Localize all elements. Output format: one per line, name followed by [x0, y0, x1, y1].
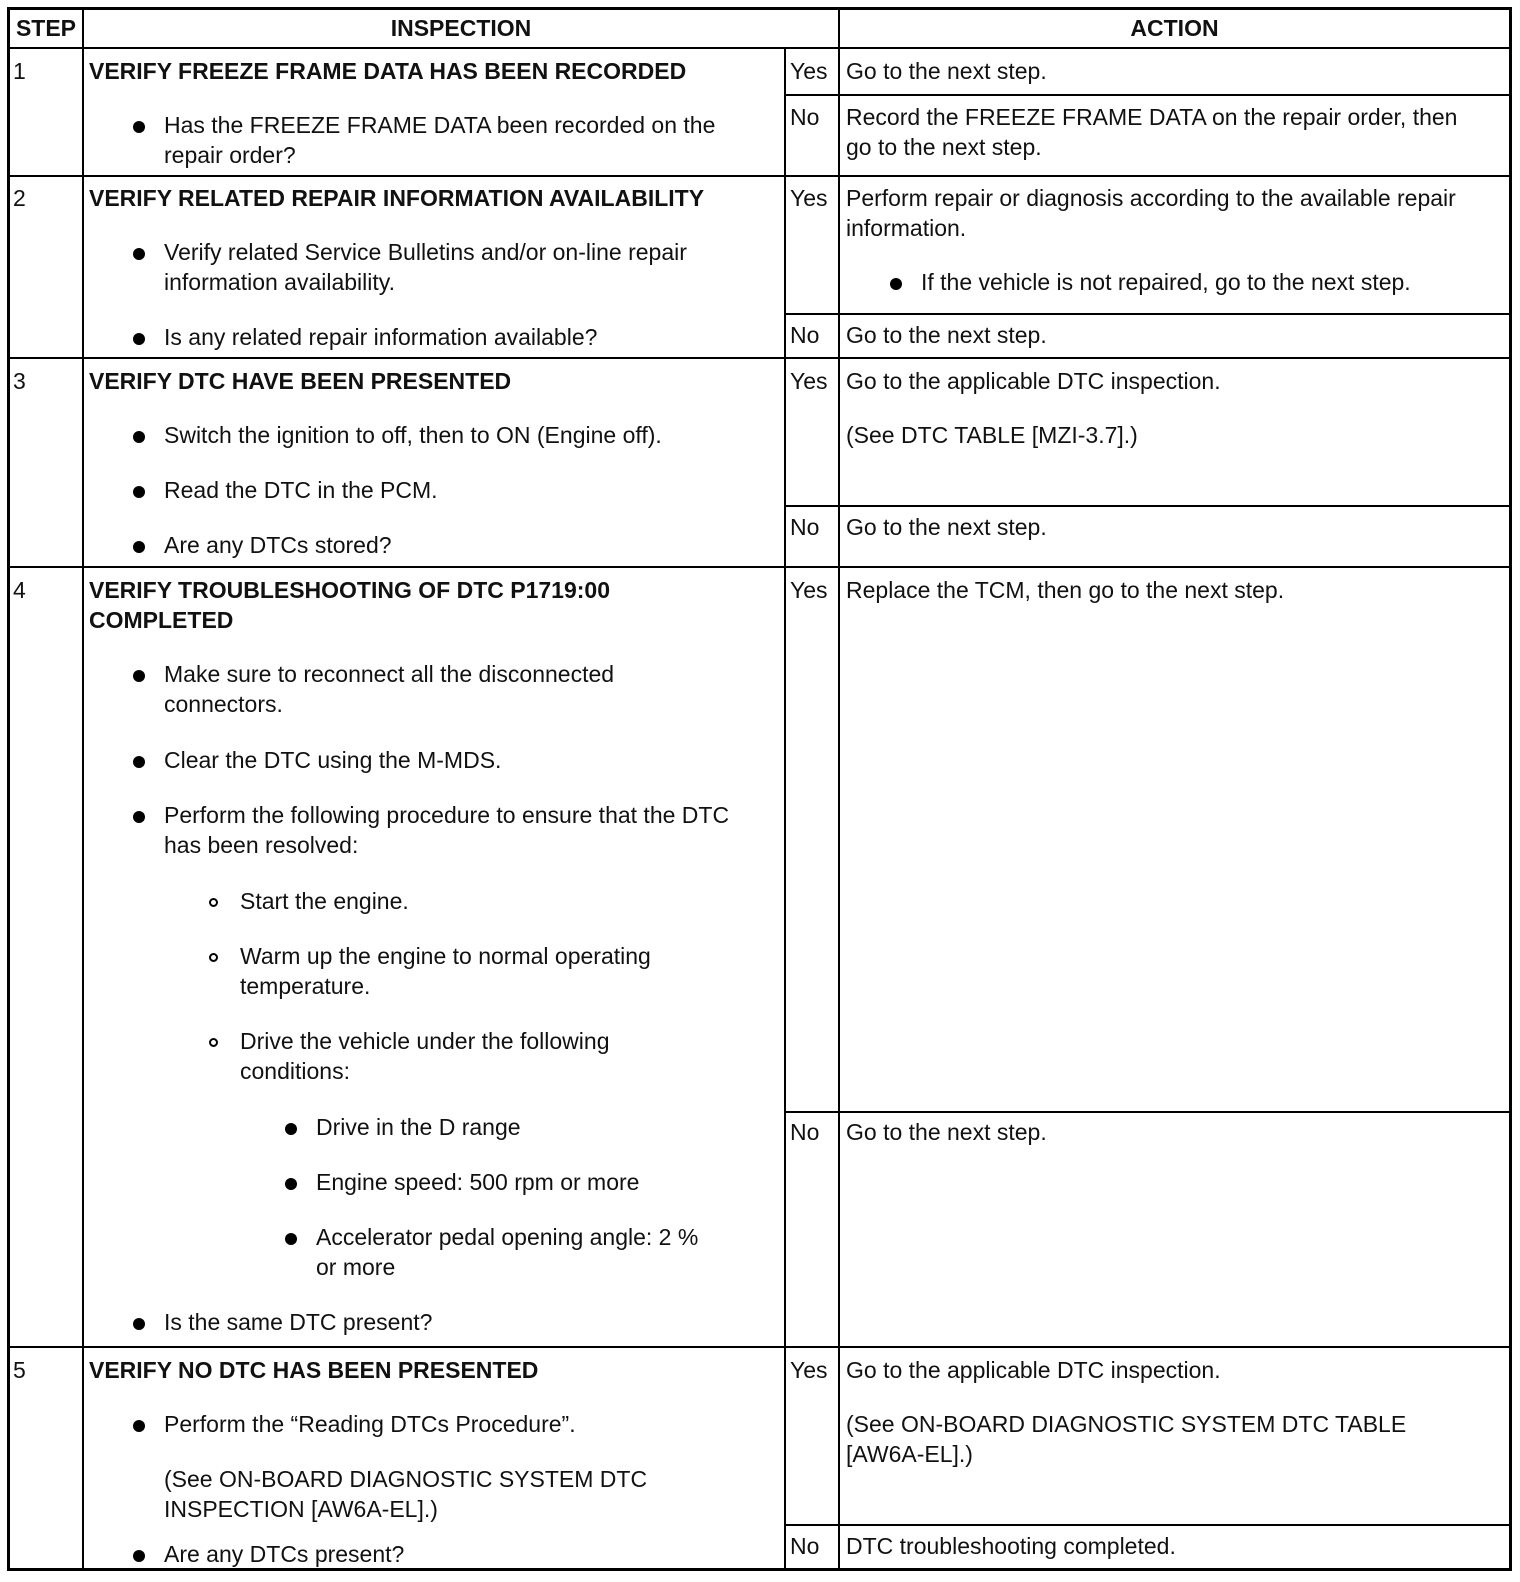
bullet-icon	[133, 1318, 145, 1330]
inspection-bullet: Is the same DTC present?	[164, 1309, 433, 1335]
inspection-bullet: Perform the following procedure to ensure that the DTC has been resolved:	[164, 802, 730, 858]
yes-action-note: (See DTC TABLE [MZI-3.7].)	[846, 422, 1138, 448]
col-separator-action	[838, 7, 840, 1571]
bullet-icon	[133, 248, 145, 260]
table-border-right	[1509, 7, 1512, 1571]
yes-label: Yes	[790, 577, 828, 603]
no-label: No	[790, 514, 820, 540]
no-label: No	[790, 1533, 820, 1559]
inspection-note: (See ON-BOARD DIAGNOSTIC SYSTEM DTC INSPECTION [AW6A-EL].)	[164, 1466, 648, 1522]
bullet-icon	[890, 278, 902, 290]
no-label: No	[790, 1119, 820, 1145]
yesno-separator-2	[784, 313, 1512, 315]
step-title: VERIFY FREEZE FRAME DATA HAS BEEN RECORDED	[89, 58, 687, 84]
sub-bullet-icon	[209, 1038, 218, 1047]
inspection-bullet: Switch the ignition to off, then to ON (Engine off).	[164, 422, 662, 448]
bullet-icon	[133, 541, 145, 553]
bullet-icon	[285, 1123, 297, 1135]
inspection-bullet: Read the DTC in the PCM.	[164, 477, 438, 503]
step-title: VERIFY RELATED REPAIR INFORMATION AVAILABILITY	[89, 185, 705, 211]
yes-action: Perform repair or diagnosis according to the available repair information.	[846, 185, 1456, 241]
step-number: 5	[13, 1357, 26, 1383]
sub-sub-bullet: Engine speed: 500 rpm or more	[316, 1169, 640, 1195]
sub-bullet: Warm up the engine to normal operating temperature.	[240, 943, 651, 999]
inspection-bullet: Perform the “Reading DTCs Procedure”.	[164, 1411, 576, 1437]
sub-sub-bullet: Drive in the D range	[316, 1114, 521, 1140]
bullet-icon	[133, 121, 145, 133]
step-separator-1-2	[7, 175, 1512, 177]
bullet-icon	[133, 1420, 145, 1432]
bullet-icon	[285, 1233, 297, 1245]
bullet-icon	[133, 333, 145, 345]
no-action: Go to the next step.	[846, 1119, 1047, 1145]
no-action: Record the FREEZE FRAME DATA on the repair order, then go to the next step.	[846, 104, 1458, 160]
yes-action: Go to the next step.	[846, 58, 1047, 84]
bullet-icon	[285, 1178, 297, 1190]
yesno-separator-5	[784, 1524, 1512, 1526]
yes-label: Yes	[790, 185, 828, 211]
bullet-icon	[133, 811, 145, 823]
yes-action: Go to the applicable DTC inspection.	[846, 1357, 1221, 1383]
header-action: ACTION	[1130, 15, 1219, 41]
step-number: 2	[13, 185, 26, 211]
no-action: Go to the next step.	[846, 322, 1047, 348]
inspection-bullet: Has the FREEZE FRAME DATA been recorded on the repair order?	[164, 112, 716, 168]
bullet-icon	[133, 756, 145, 768]
header-separator	[7, 47, 1512, 49]
table-border-top	[7, 7, 1512, 10]
yesno-separator-3	[784, 505, 1512, 507]
bullet-icon	[133, 670, 145, 682]
bullet-icon	[133, 1550, 145, 1562]
sub-bullet-icon	[209, 898, 218, 907]
yes-action-bullet: If the vehicle is not repaired, go to the next step.	[921, 269, 1411, 295]
sub-bullet: Drive the vehicle under the following conditions:	[240, 1028, 610, 1084]
inspection-bullet: Clear the DTC using the M-MDS.	[164, 747, 502, 773]
step-number: 4	[13, 577, 26, 603]
inspection-bullet: Make sure to reconnect all the disconnected connectors.	[164, 661, 615, 717]
no-action: Go to the next step.	[846, 514, 1047, 540]
yes-label: Yes	[790, 58, 828, 84]
header-inspection: INSPECTION	[390, 15, 532, 41]
step-title: VERIFY TROUBLESHOOTING OF DTC P1719:00 COMPLETED	[89, 577, 611, 633]
inspection-bullet: Are any DTCs stored?	[164, 532, 392, 558]
no-action: DTC troubleshooting completed.	[846, 1533, 1176, 1559]
yesno-separator-4	[784, 1111, 1512, 1113]
step-separator-4-5	[7, 1346, 1512, 1348]
inspection-bullet: Is any related repair information available?	[164, 324, 598, 350]
bullet-icon	[133, 431, 145, 443]
yes-action: Go to the applicable DTC inspection.	[846, 368, 1221, 394]
yes-label: Yes	[790, 368, 828, 394]
step-title: VERIFY DTC HAVE BEEN PRESENTED	[89, 368, 512, 394]
step-title: VERIFY NO DTC HAS BEEN PRESENTED	[89, 1357, 539, 1383]
no-label: No	[790, 322, 820, 348]
step-separator-2-3	[7, 357, 1512, 359]
header-step: STEP	[15, 15, 77, 41]
sub-bullet: Start the engine.	[240, 888, 409, 914]
col-separator-step	[82, 7, 84, 1571]
inspection-bullet: Are any DTCs present?	[164, 1541, 405, 1567]
sub-sub-bullet: Accelerator pedal opening angle: 2 % or more	[316, 1224, 699, 1280]
bullet-icon	[133, 486, 145, 498]
step-separator-3-4	[7, 566, 1512, 568]
yesno-separator-1	[784, 94, 1512, 96]
no-label: No	[790, 104, 820, 130]
step-number: 3	[13, 368, 26, 394]
step-number: 1	[13, 58, 26, 84]
yes-action-note: (See ON-BOARD DIAGNOSTIC SYSTEM DTC TABLE [AW6A-EL].)	[846, 1411, 1407, 1467]
yes-action: Replace the TCM, then go to the next step.	[846, 577, 1285, 603]
yes-label: Yes	[790, 1357, 828, 1383]
col-separator-yesno	[784, 49, 786, 1571]
sub-bullet-icon	[209, 953, 218, 962]
table-border-left	[7, 7, 10, 1571]
inspection-bullet: Verify related Service Bulletins and/or on-line repair information availability.	[164, 239, 687, 295]
